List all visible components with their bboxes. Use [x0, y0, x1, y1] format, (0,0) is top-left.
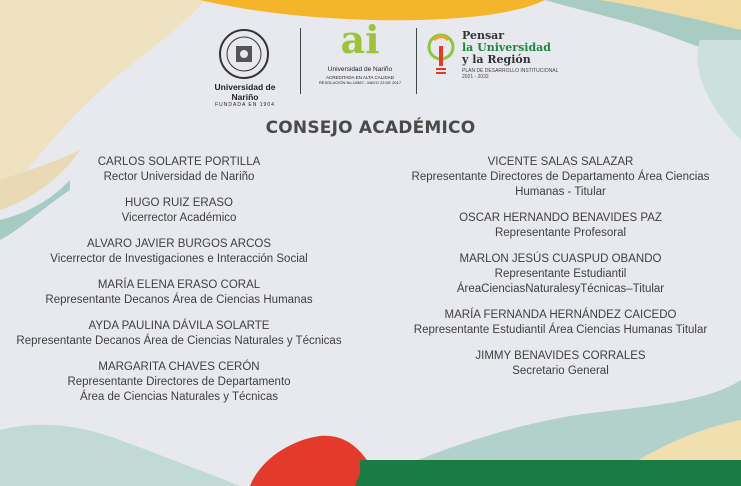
logo-divider [416, 28, 417, 94]
logo3-years: 2021 - 2032 [462, 74, 489, 80]
member-name: CARLOS SOLARTE PORTILLA [97, 156, 261, 168]
logo1-tagline: FUNDADA EN 1904 [215, 102, 275, 108]
member-name: OSCAR HERNANDO BENAVIDES PAZ [459, 212, 662, 224]
member-entry [398, 155, 723, 200]
member-entry [398, 252, 723, 297]
member-role: Representante Profesoral [494, 227, 627, 239]
member-name: MARÍA FERNANDA HERNÁNDEZ CAICEDO [444, 309, 677, 321]
logo-divider [300, 28, 301, 94]
member-name: JIMMY BENAVIDES CORRALES [475, 350, 646, 362]
member-role: Representante Directores de Departamento [67, 376, 291, 388]
member-role: Representante Decanos Área de Ciencias Naturales y Técnicas [16, 335, 342, 347]
university-seal-icon [218, 28, 270, 80]
member-entry [0, 237, 358, 267]
member-role: Representante Estudiantil Área Ciencias Humanas Titular [413, 324, 708, 336]
logo3-line1: Pensar [462, 29, 505, 42]
member-entry [0, 155, 358, 185]
logo2-name: Universidad de Nariño [327, 66, 393, 73]
logo2-accreditation: ACREDITADA EN ALTA CALIDAD [325, 75, 395, 80]
member-name: MARÍA ELENA ERASO CORAL [97, 279, 261, 291]
member-name: VICENTE SALAS SALAZAR [487, 156, 634, 168]
member-name: MARLON JESÚS CUASPUD OBANDO [459, 253, 662, 265]
member-entry [0, 360, 358, 405]
member-role: ÁreaCienciasNaturalesyTécnicas–Titular [456, 283, 665, 295]
left-member-list [0, 155, 358, 416]
logo3-line2: la Universidad [462, 41, 551, 54]
logo3-subtitle: PLAN DE DESARROLLO INSTITUCIONAL [462, 68, 559, 74]
header-logos [0, 18, 741, 108]
member-name: HUGO RUIZ ERASO [125, 197, 233, 209]
member-entry [398, 211, 723, 241]
member-role: Representante Directores de Departamento Área Ciencias [411, 171, 710, 183]
idea-bulb-icon [424, 32, 458, 78]
member-role: Representante Decanos Área de Ciencias Humanas [45, 294, 313, 306]
member-name: AYDA PAULINA DÁVILA SOLARTE [88, 320, 270, 332]
member-entry [398, 349, 723, 379]
member-entry [0, 278, 358, 308]
page-title: CONSEJO ACADÉMICO [265, 118, 476, 138]
member-role: Área de Ciencias Naturales y Técnicas [80, 391, 278, 403]
member-entry [0, 196, 358, 226]
logo2-resolution: RESOLUCIÓN No.10567 - MAYO 23 DE 2017 [318, 80, 402, 85]
right-member-list [398, 155, 723, 390]
logo3-line3: y la Región [462, 53, 531, 66]
member-entry [0, 319, 358, 349]
member-role: Secretario General [512, 365, 609, 377]
logo1-name: Universidad de Nariño [214, 82, 276, 102]
member-name: ALVARO JAVIER BURGOS ARCOS [86, 238, 272, 250]
member-role: Vicerrector Académico [121, 212, 237, 224]
logo2-brand: ai [340, 17, 380, 62]
member-entry [398, 308, 723, 338]
member-role: Rector Universidad de Nariño [103, 171, 255, 183]
member-role: Humanas - Titular [515, 186, 606, 198]
member-name: MARGARITA CHAVES CERÓN [98, 361, 260, 373]
member-role: Vicerrector de Investigaciones e Interacción Social [50, 253, 308, 265]
member-role: Representante Estudiantil [494, 268, 627, 280]
